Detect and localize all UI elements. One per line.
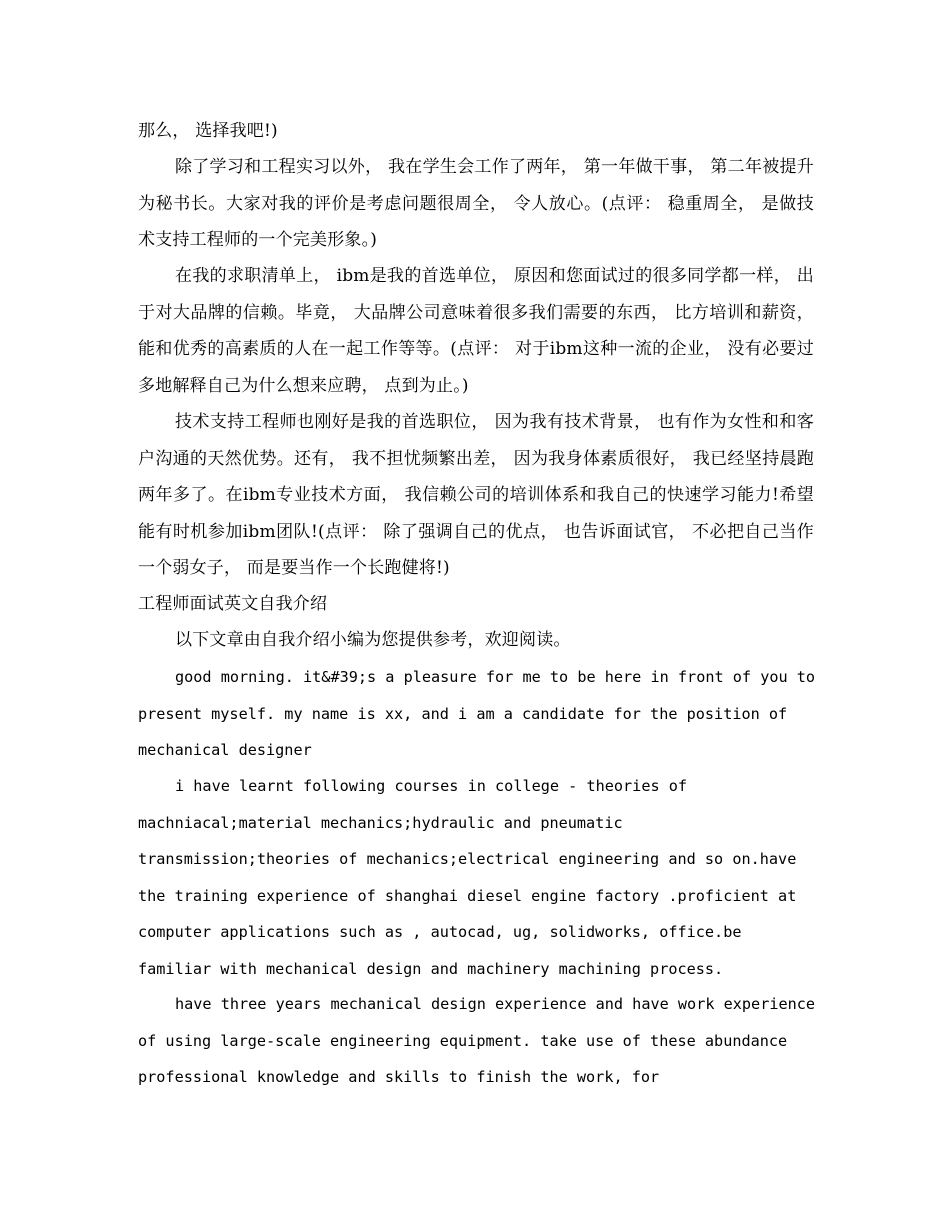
section-heading: 工程师面试英文自我介绍 — [138, 594, 328, 614]
paragraph-english-greeting: good morning. it&#39;s a pleasure for me to be here in front of you to present myself. my name is xx, and i am a candidate for the position of mechanical designer — [138, 668, 816, 759]
paragraph-student-union: 除了学习和工程实习以外， 我在学生会工作了两年， 第一年做干事， 第二年被提升为秘书长。大家对我的评价是考虑问题很周全， 令人放心。(点评： 稳重周全， 是做技术支持工程师的一个完美形象。) — [138, 157, 814, 250]
paragraph-english-courses: i have learnt following courses in college - theories of machniacal;material mechanics;hydraulic and pneumatic transmission;theories of mechanics;electrical engineering and so on.have the training experience of shanghai diesel engine factory .proficient at computer applications such as , autocad, ug, solidworks, office.be familiar with mechanical design and machinery machining process. — [138, 777, 797, 978]
paragraph-english-experience: have three years mechanical design experience and have work experience of using large-scale engineering equipment. take use of these abundance professional knowledge and skills to finish the work, for — [138, 995, 816, 1086]
paragraph-tech-support: 技术支持工程师也刚好是我的首选职位， 因为我有技术背景， 也有作为女性和和客户沟通的天然优势。还有， 我不担忧频繁出差， 因为我身体素质很好， 我已经坚持晨跑两年多了。在ibm专业技术方面， 我信赖公司的培训体系和我自己的快速学习能力!希望能有时机参加ibm团队!(点评： 除了强调自己的优点， 也告诉面试官， 不必把自己当作一个弱女子， 而是要当作一个长跑健将!) — [138, 412, 814, 578]
paragraph-closing-line: 那么， 选择我吧!) — [138, 121, 278, 141]
paragraph-intro-note: 以下文章由自我介绍小编为您提供参考，欢迎阅读。 — [175, 630, 571, 650]
paragraph-ibm-choice: 在我的求职清单上， ibm是我的首选单位， 原因和您面试过的很多同学都一样， 出于对大品牌的信赖。毕竟， 大品牌公司意味着很多我们需要的东西， 比方培训和薪资， 能和优秀的高素质的人在一起工作等等。(点评： 对于ibm这种一流的企业， 没有必要过多地解释自己为什么想来应聘， 点到为止。) — [138, 266, 814, 396]
